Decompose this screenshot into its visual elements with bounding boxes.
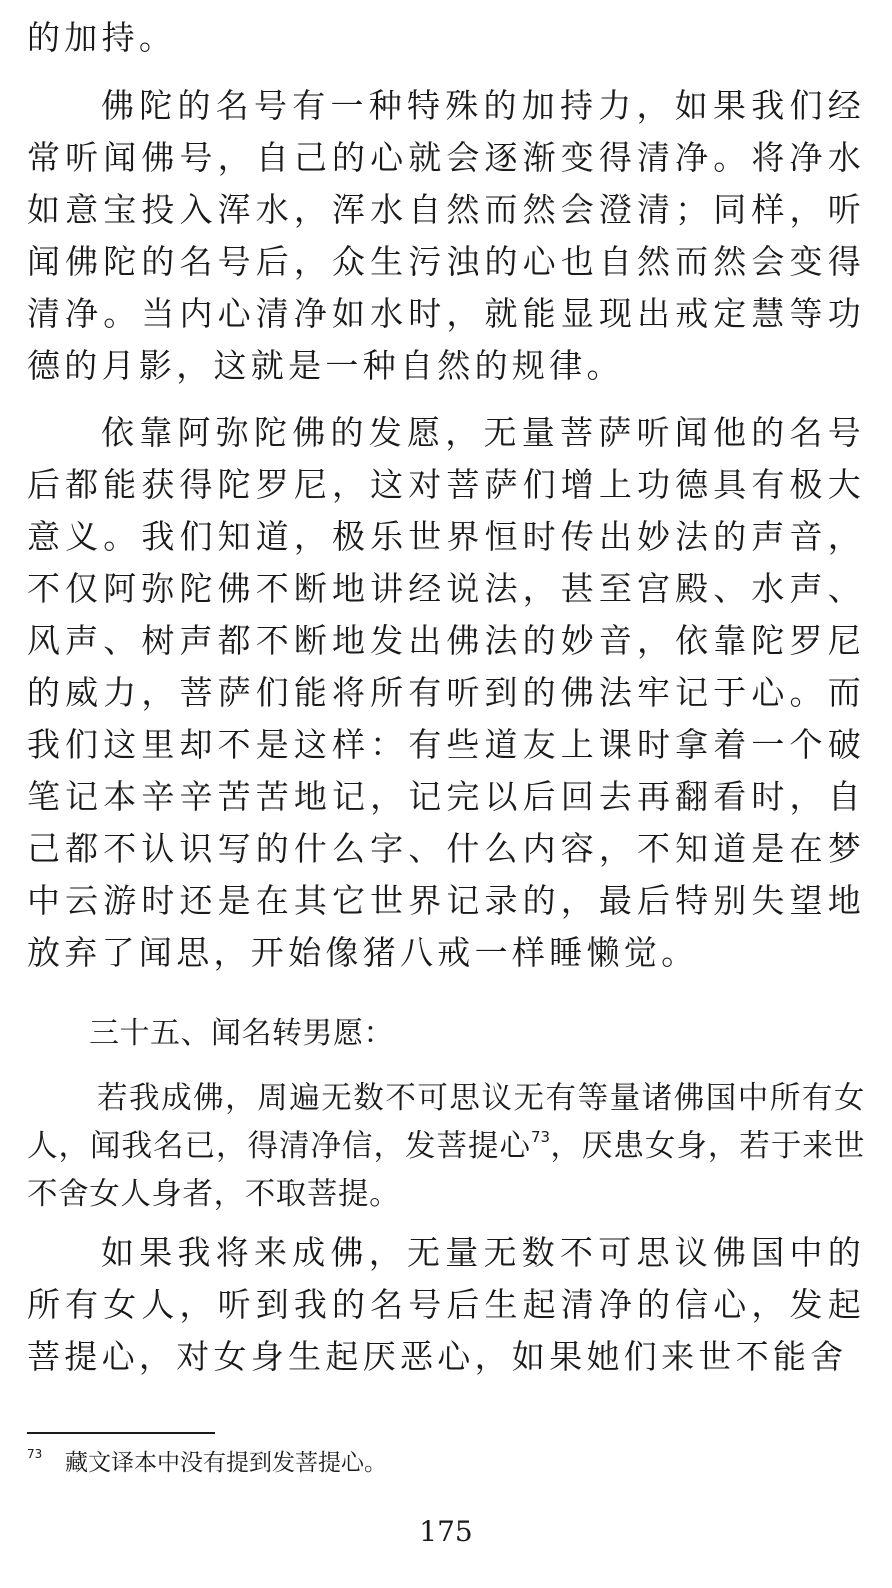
footnote-reference[interactable]: 73 [530, 1128, 551, 1146]
vow-text-part2: ，厌患女身，若于来世不舍女人身者，不取菩提。 [27, 1129, 865, 1212]
paragraph-continuation: 的加持。 [27, 18, 177, 57]
vow-text-part1: 若我成佛，周遍无数不可思议无有等量诸佛国中所有女人，闻我名已，得清净信，发菩提心 [27, 1081, 865, 1164]
book-page [27, 0, 865, 1588]
footnote-divider [27, 1432, 215, 1434]
section-heading: 三十五、闻名转男愿： [89, 1016, 394, 1051]
footnote: 73 藏文译本中没有提到发菩提心。 [27, 1447, 387, 1476]
paragraph-dharani: 依靠阿弥陀佛的发愿，无量菩萨听闻他的名号后都能获得陀罗尼，这对菩萨们增上功德具有极大意义。我们知道，极乐世界恒时传出妙法的声音，不仅阿弥陀佛不断地讲经说法，甚至宫殿、水声、风声、树声都不断地发出佛法的妙音，依靠陀罗尼的威力，菩萨们能将所有听到的佛法牢记于心。而我们这里却不是这样：有些道友上课时拿着一个破笔记本辛辛苦苦地记，记完以后回去再翻看时，自己都不认识写的什么字、什么内容，不知道是在梦中云游时还是在其它世界记录的，最后特别失望地放弃了闻思，开始像猪八戒一样睡懒觉。 [27, 413, 865, 972]
vow-text [27, 1075, 865, 1219]
footnote-text: 藏文译本中没有提到发菩提心。 [65, 1450, 387, 1476]
paragraph-buddha-name-blessing: 佛陀的名号有一种特殊的加持力，如果我们经常听闻佛号，自己的心就会逐渐变得清净。将净水如意宝投入浑水，浑水自然而然会澄清；同样，听闻佛陀的名号后，众生污浊的心也自然而然会变得清净。当内心清净如水时，就能显现出戒定慧等功德的月影，这就是一种自然的规律。 [27, 86, 865, 385]
page-number: 175 [419, 1515, 473, 1548]
paragraph-vow-explanation: 如果我将来成佛，无量无数不可思议佛国中的所有女人，听到我的名号后生起清净的信心，发起菩提心，对女身生起厌恶心，如果她们来世不能舍 [27, 1233, 865, 1376]
